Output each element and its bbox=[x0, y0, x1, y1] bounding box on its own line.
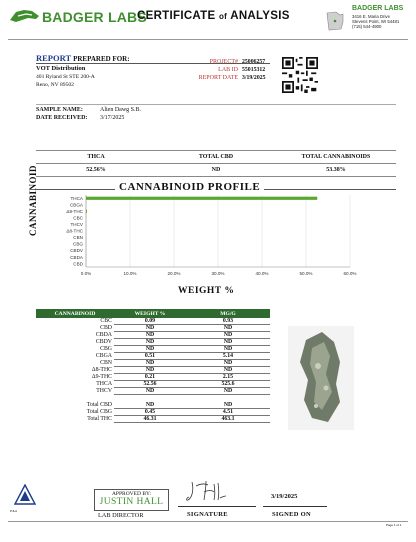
chart-y-tick-label: THCV bbox=[70, 222, 83, 228]
chart-y-tick-label: CBN bbox=[73, 235, 83, 241]
table-row bbox=[36, 409, 270, 416]
lab-id-label: LAB ID bbox=[218, 67, 238, 73]
client-address-line2: Reno, NV 89502 bbox=[36, 82, 74, 88]
table-cell-name: THCV bbox=[96, 388, 112, 394]
table-row bbox=[36, 339, 270, 346]
table-cell-mg: 4.51 bbox=[186, 409, 270, 416]
chart-y-tick-label: THCA bbox=[70, 195, 83, 201]
table-cell-name: CBC bbox=[100, 318, 112, 324]
sample-name: Alien Dawg S.B. bbox=[100, 107, 141, 113]
date-received: 3/17/2025 bbox=[100, 115, 125, 121]
report-title bbox=[36, 53, 130, 63]
table-cell-weight: 0.51 bbox=[114, 353, 186, 360]
table-cell-mg: 2.15 bbox=[186, 374, 270, 381]
table-cell-name: CBGA bbox=[95, 353, 112, 359]
brand-name: BADGER LABS bbox=[42, 9, 147, 25]
approver-role: LAB DIRECTOR bbox=[98, 512, 144, 519]
chart-y-tick-label: CBG bbox=[73, 241, 83, 247]
wisconsin-map-icon bbox=[324, 10, 346, 32]
chart-y-axis-label: CANNABINOID bbox=[28, 164, 38, 236]
handwritten-signature bbox=[184, 478, 230, 504]
table-row bbox=[36, 388, 270, 395]
table-cell-weight: ND bbox=[114, 388, 186, 395]
chart-y-tick-label: CBDA bbox=[70, 254, 83, 260]
signed-date-line bbox=[263, 506, 327, 507]
pjla-accreditation-icon bbox=[14, 484, 36, 508]
cannabinoid-table bbox=[36, 309, 270, 423]
chart-x-tick-label: 50.0% bbox=[299, 271, 313, 276]
table-cell-weight: ND bbox=[114, 402, 186, 409]
document-title bbox=[137, 10, 290, 22]
table-row bbox=[36, 374, 270, 381]
table-row bbox=[36, 381, 270, 388]
totals-value-thca: 52.56% bbox=[36, 164, 156, 177]
totals-summary-table bbox=[36, 150, 396, 177]
table-row bbox=[36, 360, 270, 367]
report-date-label: REPORT DATE bbox=[198, 75, 238, 81]
table-cell-mg: 463.1 bbox=[186, 416, 270, 423]
table-cell-name: Total CBD bbox=[86, 402, 112, 408]
table-header-row bbox=[36, 309, 270, 318]
qr-code-icon[interactable] bbox=[282, 57, 318, 93]
chart-x-tick-label: 60.0% bbox=[343, 271, 357, 276]
table-cell-weight: ND bbox=[114, 367, 186, 374]
lab-phone: (715) 544-4900 bbox=[352, 24, 382, 29]
title-end: ANALYSIS bbox=[230, 10, 290, 22]
table-cell-name: THCA bbox=[96, 381, 112, 387]
table-row bbox=[36, 353, 270, 360]
page-number: Page 1 of 1 bbox=[386, 523, 402, 527]
table-cell-mg: ND bbox=[186, 332, 270, 339]
table-header-weight: WEIGHT % bbox=[134, 310, 166, 317]
table-cell-mg: 0.93 bbox=[186, 318, 270, 325]
title-main: CERTIFICATE bbox=[137, 10, 216, 22]
table-cell-mg: 5.14 bbox=[186, 353, 270, 360]
table-cell-name: Total THC bbox=[87, 416, 112, 422]
prepared-for-label: PREPARED FOR: bbox=[73, 55, 130, 63]
table-cell-name: CBD bbox=[100, 325, 112, 331]
report-date: 3/19/2025 bbox=[242, 75, 266, 81]
table-cell-weight: ND bbox=[114, 339, 186, 346]
table-row bbox=[36, 325, 270, 332]
table-cell-weight: ND bbox=[114, 346, 186, 353]
table-row bbox=[36, 318, 270, 325]
lab-address-line1: 3416 E. Maria Drive bbox=[352, 14, 390, 19]
table-cell-weight: 46.31 bbox=[114, 416, 186, 423]
table-cell-name: CBN bbox=[100, 360, 112, 366]
table-cell-weight: 0.45 bbox=[114, 409, 186, 416]
table-row bbox=[36, 367, 270, 374]
table-row bbox=[36, 332, 270, 339]
table-cell-name: Δ8-THC bbox=[91, 367, 112, 373]
table-cell-mg: ND bbox=[186, 339, 270, 346]
table-cell-weight: ND bbox=[114, 325, 186, 332]
project-number: 25006257 bbox=[242, 59, 266, 65]
chart-x-tick-label: 0.0% bbox=[80, 271, 92, 276]
sample-photo bbox=[288, 326, 354, 430]
approved-by-box bbox=[94, 489, 169, 511]
chart-y-tick-label: Δ9-THC bbox=[66, 208, 83, 214]
chart-y-tick-label: CBD bbox=[73, 261, 83, 267]
chart-bar bbox=[86, 197, 317, 200]
project-label: PROJECT# bbox=[209, 59, 238, 65]
chart-y-tick-label: Δ8-THC bbox=[66, 228, 83, 234]
table-cell-mg: 525.6 bbox=[186, 381, 270, 388]
chart-bar bbox=[86, 210, 87, 213]
profile-title: CANNABINOID PROFILE bbox=[115, 181, 264, 193]
table-cell-name: CBDA bbox=[95, 332, 112, 338]
table-cell-mg: ND bbox=[186, 402, 270, 409]
signature-label: SIGNATURE bbox=[187, 511, 228, 518]
chart-y-tick-label: CBDV bbox=[70, 248, 83, 254]
title-of: of bbox=[218, 12, 228, 21]
sample-divider bbox=[36, 104, 396, 105]
table-row bbox=[36, 346, 270, 353]
totals-header-total-cannabinoids: TOTAL CANNABINOIDS bbox=[276, 150, 396, 164]
table-cell-mg: ND bbox=[186, 325, 270, 332]
table-cell-weight: 52.56 bbox=[114, 381, 186, 388]
table-cell-weight: ND bbox=[114, 332, 186, 339]
sample-name-label: SAMPLE NAME: bbox=[36, 107, 83, 113]
lab-name: BADGER LABS bbox=[352, 5, 404, 12]
table-cell-weight: 0.09 bbox=[114, 318, 186, 325]
lab-address-line2: Stevens Point, WI 54481 bbox=[352, 19, 400, 24]
totals-value-total-cannabinoids: 53.38% bbox=[276, 164, 396, 177]
client-name: VOT Distribution bbox=[36, 65, 86, 72]
table-cell-mg: ND bbox=[186, 388, 270, 395]
cannabinoid-profile-chart bbox=[50, 192, 360, 286]
signed-date: 3/19/2025 bbox=[271, 493, 298, 500]
chart-y-tick-label: CBGA bbox=[69, 202, 83, 208]
chart-y-tick-label: CBC bbox=[73, 215, 83, 221]
table-cell-name: Δ9-THC bbox=[91, 374, 112, 380]
chart-x-axis-label: WEIGHT % bbox=[178, 286, 235, 296]
table-cell-name: Total CBG bbox=[86, 409, 112, 415]
table-cell-mg: ND bbox=[186, 360, 270, 367]
signed-on-label: SIGNED ON bbox=[272, 511, 311, 518]
date-received-label: DATE RECEIVED: bbox=[36, 115, 88, 121]
signature-line bbox=[178, 506, 256, 507]
chart-x-tick-label: 40.0% bbox=[255, 271, 269, 276]
lab-id: 55015312 bbox=[242, 67, 266, 73]
table-cell-weight: 0.21 bbox=[114, 374, 186, 381]
table-row bbox=[36, 402, 270, 409]
totals-value-total-cbd: ND bbox=[156, 164, 276, 177]
totals-header-thca: THCA bbox=[36, 150, 156, 164]
table-cell-name: CBDV bbox=[95, 339, 112, 345]
chart-x-tick-label: 30.0% bbox=[211, 271, 225, 276]
approver-name: JUSTIN HALL bbox=[99, 497, 164, 507]
table-header-cannabinoid: CANNABINOID bbox=[54, 310, 96, 317]
chart-x-tick-label: 20.0% bbox=[167, 271, 181, 276]
totals-header-total-cbd: TOTAL CBD bbox=[156, 150, 276, 164]
table-cell-name: CBG bbox=[100, 346, 112, 352]
table-cell-mg: ND bbox=[186, 346, 270, 353]
table-row bbox=[36, 416, 270, 423]
accreditation-label: PJLA bbox=[10, 509, 18, 513]
header-divider bbox=[8, 39, 408, 40]
table-cell-mg: ND bbox=[186, 367, 270, 374]
badger-logo-icon bbox=[8, 6, 42, 26]
footer-divider bbox=[8, 521, 408, 522]
approved-by-label: APPROVED BY: bbox=[111, 491, 152, 497]
client-address-line1: 401 Ryland St STE 200-A bbox=[36, 74, 95, 80]
report-label: REPORT bbox=[36, 53, 71, 63]
table-header-mg: MG/G bbox=[220, 310, 236, 317]
table-cell-weight: ND bbox=[114, 360, 186, 367]
chart-x-tick-label: 10.0% bbox=[123, 271, 137, 276]
